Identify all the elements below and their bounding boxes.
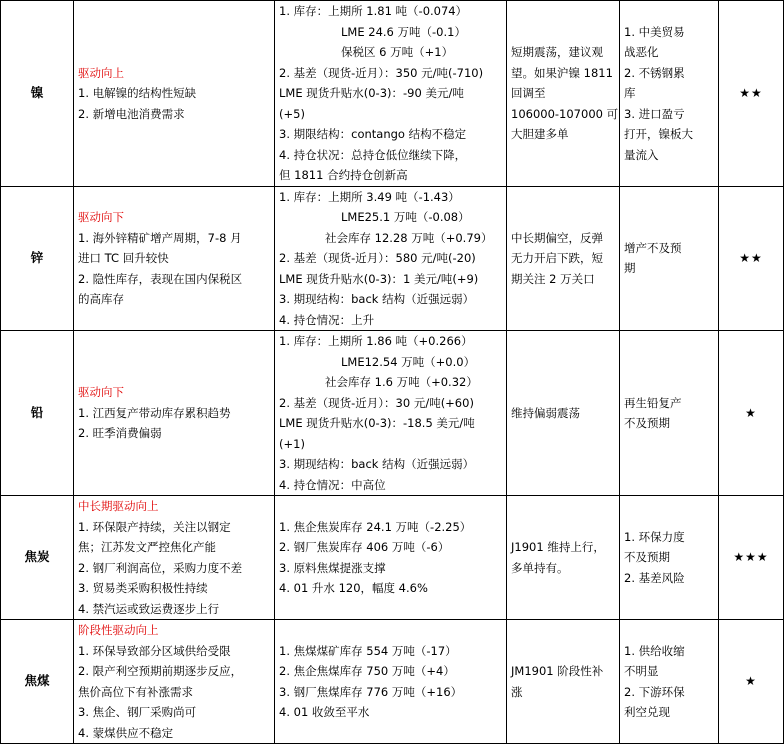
star-rating: ★★★: [719, 496, 784, 620]
star-rating: ★: [719, 331, 784, 496]
risk-line: 1. 供给收缩: [624, 643, 685, 658]
driver-heading: 驱动向上: [78, 65, 124, 80]
fundamental-line: 4. 01 升水 120，幅度 4.6%: [279, 581, 428, 595]
commodity-name: 铅: [1, 331, 74, 496]
strategy-line: 多单持有。: [511, 560, 569, 575]
fundamental-line: 2. 基差（现货-近月）：580 元/吨(-20): [279, 251, 476, 265]
driver-heading: 阶段性驱动向上: [78, 623, 159, 637]
driver-item: 1. 江西复产带动库存累积趋势: [78, 405, 231, 420]
fundamental-line: 4. 01 收敛至平水: [279, 705, 370, 719]
fundamental-line: 1. 焦企焦炭库存 24.1 万吨（-2.25）: [279, 519, 472, 534]
fundamental-line: 3. 期现结构：back 结构（近强远弱）: [279, 457, 475, 471]
table-row: [1, 620, 784, 744]
fundamental-line: 1. 库存：上期所 1.81 吨（-0.074）: [279, 4, 468, 18]
fundamental-line: (+1): [279, 436, 305, 451]
driver-item: 焦价高位下有补涨需求: [78, 684, 193, 699]
driver-item: 3. 贸易类采购积极性持续: [78, 581, 208, 595]
drivers-cell: [74, 331, 275, 496]
driver-item: 2. 旺季消费偏弱: [78, 426, 162, 441]
risk-line: 量流入: [624, 147, 659, 162]
fundamental-line: 3. 钢厂焦煤库存 776 万吨（+16）: [279, 684, 463, 699]
risk-line: 不明显: [624, 664, 659, 678]
driver-item: 2. 隐性库存，表现在国内保税区: [78, 271, 243, 286]
strategy-cell: [507, 620, 620, 744]
fundamental-line: 社会库存 12.28 万吨（+0.79）: [325, 230, 493, 245]
driver-item: 进口 TC 回升较快: [78, 251, 169, 265]
driver-item: 1. 环保限产持续，关注以钢定: [78, 519, 231, 534]
fundamental-line: 1. 焦煤煤矿库存 554 万吨（-17）: [279, 643, 457, 658]
strategy-line: 无力开启下跌，短: [511, 251, 603, 265]
driver-heading: 中长期驱动向上: [78, 499, 159, 513]
fundamentals-cell: [275, 620, 507, 744]
driver-item: 的高库存: [78, 292, 124, 306]
driver-item: 2. 新增电池消费需求: [78, 106, 185, 121]
driver-item: 2. 限产利空预期前期逐步反应，: [78, 664, 243, 678]
strategy-line: 大胆建多单: [511, 127, 569, 141]
risks-cell: [620, 1, 719, 187]
driver-heading: 驱动向下: [78, 210, 124, 224]
commodity-name: 镍: [1, 1, 74, 187]
fundamental-line: 4. 持仓状况：总持仓低位继续下降，: [279, 147, 467, 162]
driver-item: 2. 钢厂利润高位，采购力度不差: [78, 560, 243, 575]
star-rating: ★★: [719, 1, 784, 187]
strategy-cell: [507, 331, 620, 496]
driver-item: 1. 环保导致部分区域供给受限: [78, 643, 231, 658]
strategy-line: 维持偏弱震荡: [511, 405, 580, 420]
driver-item: 焦；江苏发文严控焦化产能: [78, 540, 216, 554]
risk-line: 战恶化: [624, 45, 659, 59]
star-rating: ★: [719, 620, 784, 744]
risk-line: 不及预期: [624, 416, 670, 430]
fundamentals-cell: [275, 496, 507, 620]
strategy-line: J1901 维持上行，: [511, 540, 605, 554]
fundamental-line: LME 现货升贴水(0-3)：-18.5 美元/吨: [279, 416, 475, 430]
fundamental-line: 2. 焦企焦煤库存 750 万吨（+4）: [279, 664, 455, 678]
fundamental-line: 保税区 6 万吨（+1）: [341, 45, 454, 59]
risk-line: 2. 不锈钢累: [624, 65, 685, 80]
driver-item: 4. 禁汽运或致运费逐步上行: [78, 601, 220, 616]
fundamental-line: LME12.54 万吨（+0.0）: [341, 354, 476, 369]
fundamentals-cell: [275, 186, 507, 331]
risk-line: 3. 进口盈亏: [624, 106, 685, 121]
fundamental-line: 3. 期现结构：back 结构（近强远弱）: [279, 292, 475, 306]
risk-line: 利空兑现: [624, 705, 670, 719]
fundamental-line: 1. 库存：上期所 3.49 吨（-1.43）: [279, 189, 460, 204]
driver-heading: 驱动向下: [78, 385, 124, 400]
strategy-cell: [507, 1, 620, 187]
risks-cell: [620, 620, 719, 744]
risks-cell: [620, 186, 719, 331]
fundamental-line: 社会库存 1.6 万吨（+0.32）: [325, 375, 478, 389]
fundamental-line: 3. 期限结构：contango 结构不稳定: [279, 127, 467, 141]
star-rating: ★★: [719, 186, 784, 331]
fundamental-line: LME25.1 万吨（-0.08）: [341, 210, 470, 224]
risk-line: 期: [624, 261, 636, 276]
risk-line: 1. 环保力度: [624, 529, 685, 544]
risk-line: 库: [624, 86, 636, 100]
risks-cell: [620, 496, 719, 620]
strategy-line: 中长期偏空，反弹: [511, 230, 603, 245]
commodity-name: 焦炭: [1, 496, 74, 620]
drivers-cell: [74, 186, 275, 331]
strategy-line: JM1901 阶段性补: [511, 664, 604, 678]
fundamentals-cell: [275, 331, 507, 496]
commodity-name: 焦煤: [1, 620, 74, 744]
fundamental-line: 2. 基差（现货-近月）：30 元/吨(+60): [279, 395, 474, 410]
risk-line: 增产不及预: [624, 240, 682, 255]
fundamental-line: 但 1811 合约持仓创新高: [279, 168, 408, 182]
fundamental-line: 2. 基差（现货-近月）：350 元/吨(-710): [279, 65, 484, 80]
fundamental-line: (+5): [279, 106, 305, 121]
risk-line: 2. 基差风险: [624, 570, 685, 585]
strategy-line: 106000-107000 可: [511, 106, 619, 121]
strategy-line: 期关注 2 万关口: [511, 271, 595, 286]
fundamental-line: 4. 持仓情况：中高位: [279, 477, 386, 492]
driver-item: 3. 焦企、钢厂采购尚可: [78, 705, 197, 719]
risks-cell: [620, 331, 719, 496]
fundamentals-cell: [275, 1, 507, 187]
table-row: [1, 496, 784, 620]
fundamental-line: LME 现货升贴水(0-3)：1 美元/吨(+9): [279, 271, 479, 286]
strategy-line: 回调至: [511, 86, 546, 100]
driver-item: 1. 海外锌精矿增产周期，7-8 月: [78, 230, 242, 245]
driver-item: 1. 电解镍的结构性短缺: [78, 86, 197, 100]
drivers-cell: [74, 1, 275, 187]
fundamental-line: 1. 库存：上期所 1.86 吨（+0.266）: [279, 334, 473, 348]
risk-line: 2. 下游环保: [624, 684, 685, 699]
strategy-line: 短期震荡，建议观: [511, 45, 603, 59]
strategy-line: 望。如果沪镍 1811: [511, 65, 613, 80]
strategy-cell: [507, 496, 620, 620]
fundamental-line: 2. 钢厂焦炭库存 406 万吨（-6）: [279, 540, 450, 554]
risk-line: 1. 中美贸易: [624, 24, 685, 39]
driver-item: 4. 蒙煤供应不稳定: [78, 725, 174, 740]
risk-line: 再生铅复产: [624, 395, 682, 410]
table-row: [1, 331, 784, 496]
strategy-cell: [507, 186, 620, 331]
risk-line: 不及预期: [624, 550, 670, 565]
fundamental-line: 3. 原料焦煤提涨支撑: [279, 560, 386, 575]
risk-line: 打开，镍板大: [624, 127, 693, 141]
commodity-name: 锌: [1, 186, 74, 331]
fundamental-line: LME 24.6 万吨（-0.1）: [341, 24, 466, 39]
strategy-line: 涨: [511, 684, 523, 699]
fundamental-line: LME 现货升贴水(0-3)：-90 美元/吨: [279, 86, 464, 100]
drivers-cell: [74, 496, 275, 620]
table-row: [1, 186, 784, 331]
fundamental-line: 4. 持仓情况：上升: [279, 312, 375, 327]
drivers-cell: [74, 620, 275, 744]
table-row: [1, 1, 784, 187]
